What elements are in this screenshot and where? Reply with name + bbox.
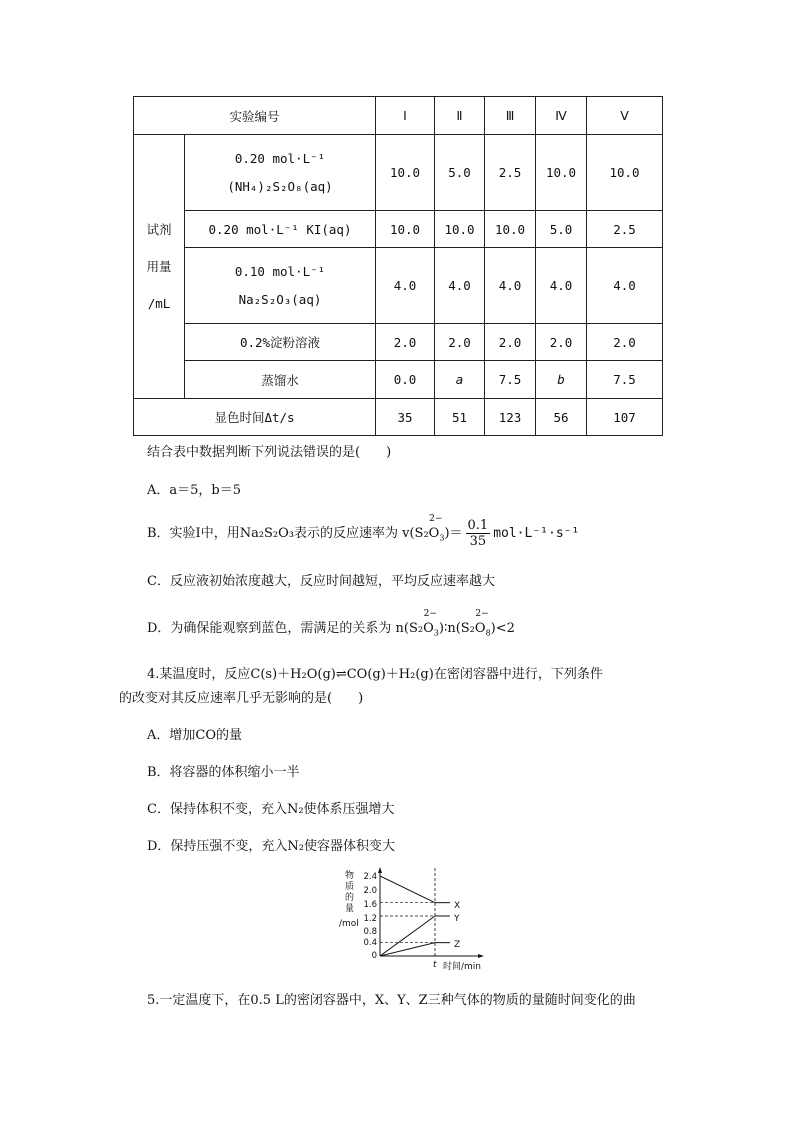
y-tick-label: 2.4	[363, 872, 377, 882]
series-label-y: Y	[454, 914, 460, 924]
table-row	[134, 248, 663, 324]
value-cell: 7.5	[485, 361, 536, 399]
value-cell: a	[435, 361, 485, 399]
amount-vs-time-graph	[335, 864, 495, 974]
experiment-table	[133, 96, 663, 436]
y-axis-label	[339, 869, 359, 929]
q3-option-d: D．为确保能观察到蓝色，需满足的关系为 $n(S_2O_3$ 2− )$∶n(S_2O_8$ 2− )<2	[147, 609, 515, 638]
q4-option-a: A．增加CO的量	[147, 728, 242, 743]
x-axis-arrow	[478, 954, 484, 958]
value-cell: 2.5	[485, 135, 536, 211]
value-cell: 7.5	[587, 361, 663, 399]
y-ticks	[363, 872, 377, 961]
reagent-cell: 蒸馏水	[185, 361, 376, 399]
reagent-group-label: 试剂 用量 /mL	[134, 135, 185, 399]
value-cell: 2.0	[376, 324, 435, 361]
q3-option-a: A．a＝5，b＝5	[147, 483, 242, 498]
y-label-unit: /mol	[339, 919, 359, 929]
q4-stem-line2: 的改变对其反应速率几乎无影响的是( )	[119, 691, 364, 706]
header-col: Ⅳ	[536, 97, 587, 135]
series-line-z	[380, 943, 435, 956]
time-label: 显色时间Δt/s	[134, 399, 376, 436]
series-label-x: X	[454, 901, 461, 911]
value-cell: 10.0	[587, 135, 663, 211]
value-cell: 4.0	[435, 248, 485, 324]
value-cell: 10.0	[536, 135, 587, 211]
y-tick-label: 1.2	[363, 914, 377, 924]
header-col: Ⅴ	[587, 97, 663, 135]
header-col: Ⅲ	[485, 97, 536, 135]
y-tick-label: 0.4	[363, 938, 377, 948]
reagent-cell: 0.10 mol·L⁻¹ Na₂S₂O₃(aq)	[185, 248, 376, 324]
reagent-cell: 0.20 mol·L⁻¹ KI(aq)	[185, 211, 376, 248]
value-cell: b	[536, 361, 587, 399]
reagent-cell: 0.20 mol·L⁻¹ (NH₄)₂S₂O₈(aq)	[185, 135, 376, 211]
table-row	[134, 211, 663, 248]
table-row	[134, 399, 663, 436]
y-tick-label: 1.6	[363, 900, 377, 910]
table-row	[134, 135, 663, 211]
table-row	[134, 361, 663, 399]
y-label-char: 质	[345, 882, 355, 892]
q4-option-d: D．保持压强不变，充入N₂使容器体积变大	[147, 839, 396, 854]
fraction: $\frac{0.1}{35}$	[467, 518, 489, 549]
value-cell: 4.0	[536, 248, 587, 324]
y-label-char: 物	[345, 871, 355, 881]
x-axis-label: 时间/min	[443, 962, 482, 972]
reagent-cell: 0.2%淀粉溶液	[185, 324, 376, 361]
value-cell: 2.0	[485, 324, 536, 361]
q4-stem-line1: 4.某温度时，反应C(s)＋H₂O(g)⇌CO(g)＋H₂(g)在密闭容器中进行，下列条件	[147, 667, 603, 682]
value-cell: 51	[435, 399, 485, 436]
value-cell: 2.0	[536, 324, 587, 361]
value-cell: 5.0	[435, 135, 485, 211]
q3-option-b: B．实验Ⅰ中，用Na₂S₂O₃表示的反应速率为 $v(S_2O_3$ 2− )＝ $\frac{0.1}{35}$ mol·L⁻¹·s⁻¹	[147, 514, 580, 549]
value-cell: 10.0	[376, 211, 435, 248]
y-axis-arrow	[378, 867, 382, 873]
y-label-char: 的	[345, 893, 355, 903]
q4-option-b: B．将容器的体积缩小一半	[147, 765, 300, 780]
y-tick-label: 2.0	[363, 886, 377, 896]
y-tick-label: 0.8	[363, 927, 377, 937]
value-cell: 0.0	[376, 361, 435, 399]
q5-stem-line1: 5.一定温度下，在0.5 L的密闭容器中，X、Y、Z三种气体的物质的量随时间变化的曲	[147, 993, 636, 1008]
value-cell: 35	[376, 399, 435, 436]
q3-stem: 结合表中数据判断下列说法错误的是( )	[147, 445, 392, 460]
value-cell: 10.0	[435, 211, 485, 248]
q3-option-c: C．反应液初始浓度越大，反应时间越短，平均反应速率越大	[147, 574, 495, 589]
q4-option-c: C．保持体积不变，充入N₂使体系压强增大	[147, 802, 395, 817]
t-label: t	[433, 960, 437, 970]
value-cell: 5.0	[536, 211, 587, 248]
series-line-x	[380, 876, 435, 903]
value-cell: 2.0	[587, 324, 663, 361]
value-cell: 2.5	[587, 211, 663, 248]
y-label-char: 量	[345, 904, 355, 914]
header-col: Ⅰ	[376, 97, 435, 135]
value-cell: 56	[536, 399, 587, 436]
y-tick-label: 0	[371, 951, 377, 961]
value-cell: 4.0	[587, 248, 663, 324]
value-cell: 10.0	[485, 211, 536, 248]
header-label: 实验编号	[134, 97, 376, 135]
value-cell: 2.0	[435, 324, 485, 361]
table-row	[134, 324, 663, 361]
series-label-z: Z	[454, 940, 461, 950]
series-line-y	[380, 916, 435, 956]
value-cell: 107	[587, 399, 663, 436]
value-cell: 4.0	[376, 248, 435, 324]
value-cell: 123	[485, 399, 536, 436]
value-cell: 10.0	[376, 135, 435, 211]
header-col: Ⅱ	[435, 97, 485, 135]
value-cell: 4.0	[485, 248, 536, 324]
